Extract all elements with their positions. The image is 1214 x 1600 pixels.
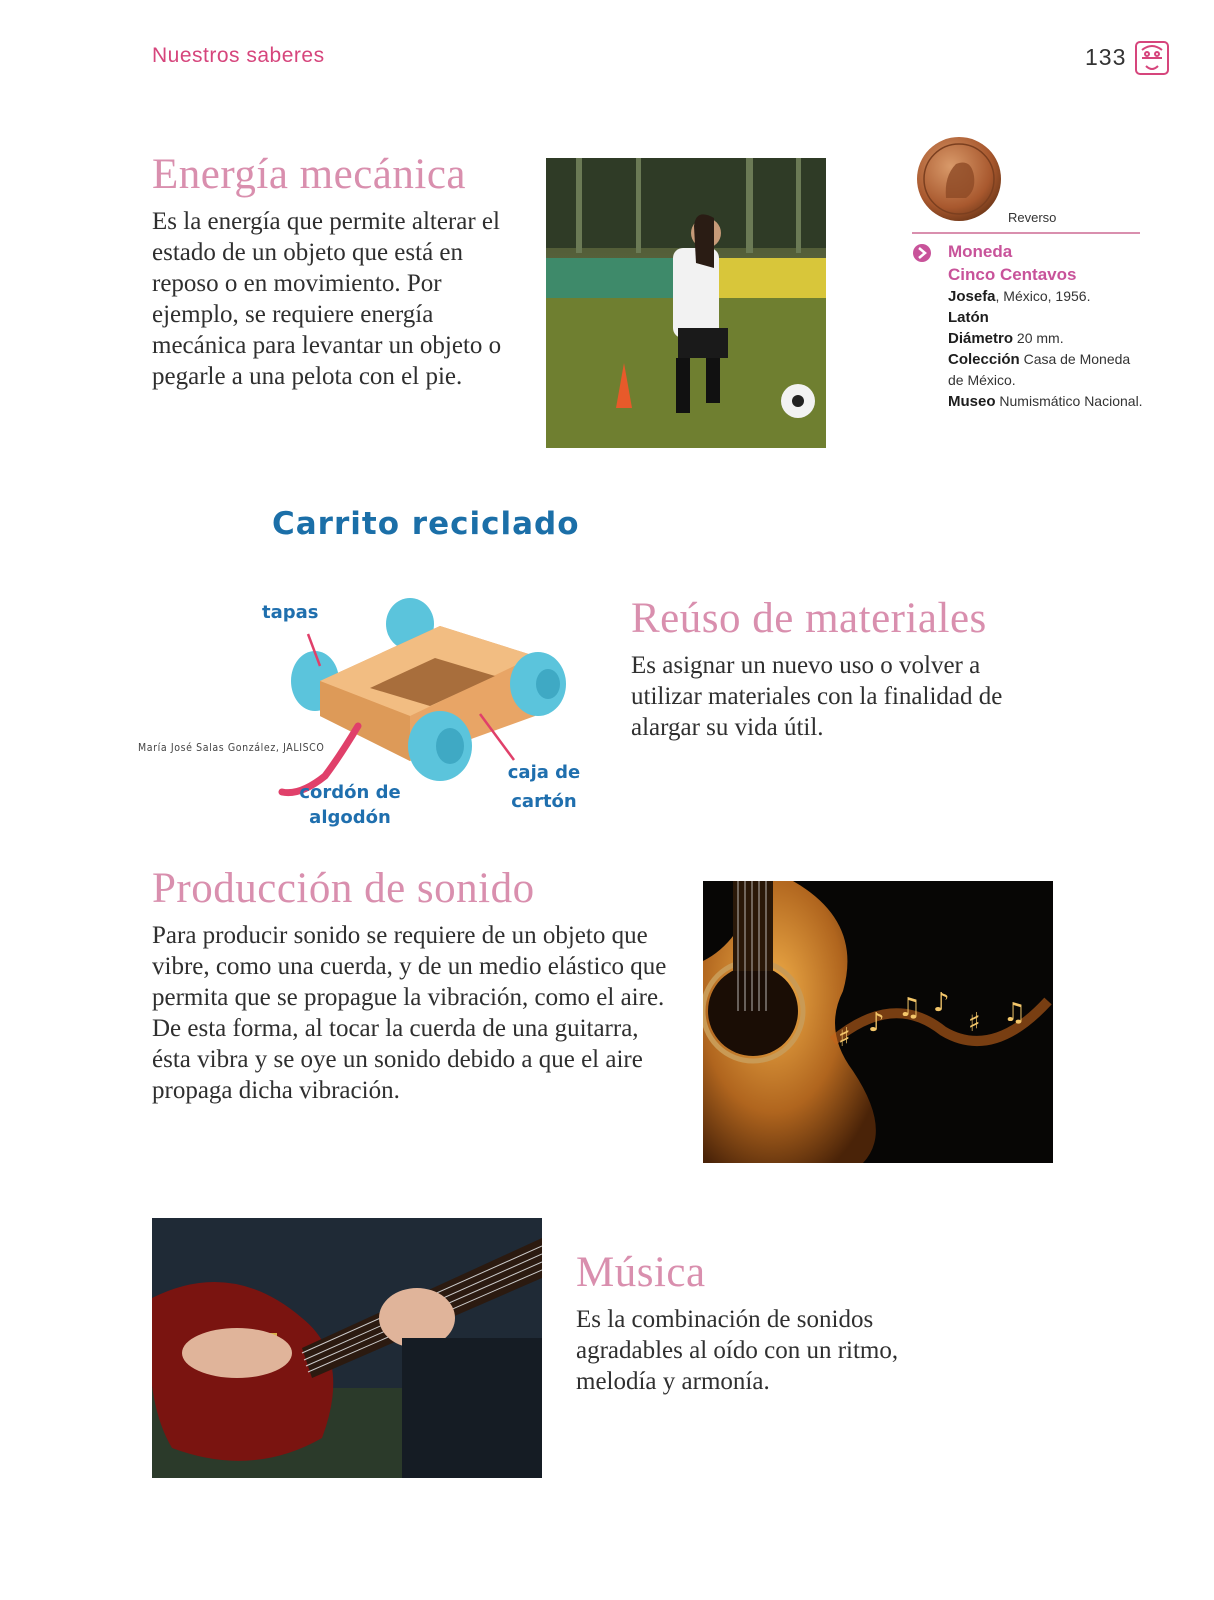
coin-diameter: Diámetro 20 mm. bbox=[948, 330, 1064, 347]
guitar-notes-photo bbox=[703, 881, 1053, 1163]
svg-text:♪: ♪ bbox=[933, 988, 950, 1018]
section-name: Nuestros saberes bbox=[152, 44, 325, 67]
page-number: 133 bbox=[1085, 44, 1127, 70]
coin-museum: Museo Numismático Nacional. bbox=[948, 393, 1143, 410]
decorative-glyph-icon bbox=[1132, 38, 1172, 78]
cart-label-tapas: tapas bbox=[262, 602, 319, 623]
coin-divider bbox=[912, 232, 1140, 234]
musica-body: Es la combinación de sonidos agradables al oído con un ritmo, melodía y armonía. bbox=[576, 1306, 899, 1395]
reuso-body: Es asignar un nuevo uso o volver a utilizar materiales con la finalidad de alargar su vida útil. bbox=[631, 652, 1003, 741]
svg-text:♯: ♯ bbox=[838, 1023, 851, 1053]
svg-text:♫: ♫ bbox=[1003, 998, 1027, 1028]
coin-material: Latón bbox=[948, 309, 989, 326]
coin-collection: Colección Casa de Moneda de México. bbox=[948, 351, 1131, 388]
coin-name-line2: Cinco Centavos bbox=[948, 265, 1077, 284]
sonido-body: Para producir sonido se requiere de un objeto que vibre, como una cuerda, y de un medio elástico que permita que se propague la vibración, como el aire. De esta forma, al tocar la cuerda de una guitarra, ésta vibra y se oye un sonido debido a que el aire propaga dicha vibración. bbox=[152, 922, 667, 1104]
sonido-title: Producción de sonido bbox=[152, 865, 535, 912]
cart-title: Carrito reciclado bbox=[272, 506, 580, 542]
coin-photo bbox=[916, 136, 1002, 222]
musica-title: Música bbox=[576, 1249, 706, 1296]
chevron-right-icon bbox=[913, 244, 931, 262]
electric-guitar-photo bbox=[152, 1218, 542, 1478]
coin-side-label: Reverso bbox=[1008, 210, 1057, 225]
cart-label-caja: caja de cartón bbox=[507, 762, 581, 812]
energia-body: Es la energía que permite alterar el estado de un objeto que está en reposo o en movimiento. Por ejemplo, se requiere energía mecánica para levantar un objeto o pegarle a una pelota con el pie. bbox=[152, 208, 502, 390]
soccer-girl-photo bbox=[546, 158, 826, 448]
coin-details bbox=[948, 240, 1148, 412]
coin-name-line1: Moneda bbox=[948, 242, 1013, 261]
cart-label-cordon: cordón de algodón bbox=[299, 782, 401, 828]
svg-text:♫: ♫ bbox=[898, 993, 922, 1023]
svg-text:♪: ♪ bbox=[868, 1008, 885, 1038]
coin-origin: Josefa, México, 1956. bbox=[948, 288, 1091, 305]
energia-title: Energía mecánica bbox=[152, 151, 466, 198]
reuso-title: Reúso de materiales bbox=[631, 595, 987, 642]
illustration-credit: María José Salas González, JALISCO bbox=[138, 742, 325, 754]
svg-text:♯: ♯ bbox=[968, 1008, 981, 1038]
